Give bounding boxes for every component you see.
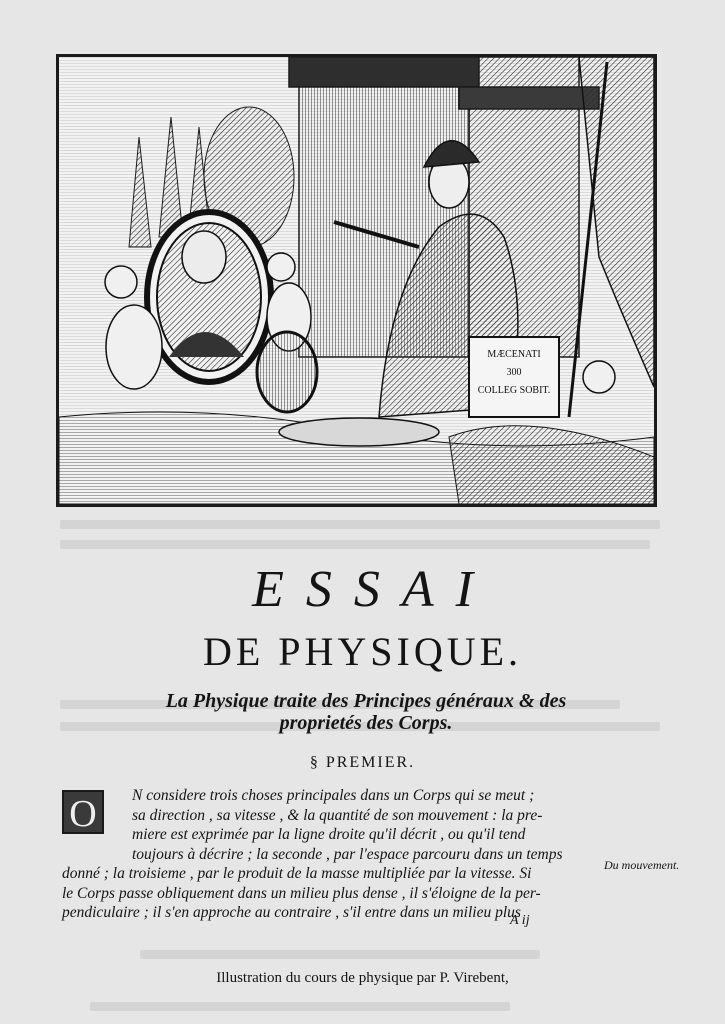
subtitle: DE PHYSIQUE. — [202, 629, 523, 674]
plinth-line: 300 — [506, 367, 522, 378]
title: ESSAI — [252, 561, 495, 618]
drop-cap: O — [62, 790, 104, 834]
section-number: § PREMIER. — [309, 754, 416, 771]
caption: Illustration du cours de physique par P. Virebent, — [216, 970, 509, 986]
text-line: sa direction , sa vitesse , & la quantité de son mouvement : la pre- — [132, 806, 543, 824]
body-paragraph — [62, 864, 541, 923]
margin-note: Du mouvement. — [604, 858, 680, 872]
plinth-line: MÆCENATI — [487, 349, 541, 360]
portrait-medallion — [147, 212, 271, 382]
text-line: N considere trois choses principales dans un Corps qui se meut ; — [132, 787, 535, 804]
plinth-line: COLLEG SOBIT. — [477, 385, 551, 396]
section-heading — [56, 690, 676, 734]
engraving-illustration — [59, 57, 654, 504]
heading-line: proprietés des Corps. — [279, 712, 453, 734]
engraving-plate — [56, 54, 657, 507]
shield — [257, 332, 317, 412]
signature-mark: A ij — [510, 913, 530, 928]
body-paragraph-indented — [132, 786, 563, 864]
text-line: le Corps passe obliquement dans un milieu plus dense , il s'éloigne de la per- — [62, 884, 541, 902]
text-line: donné ; la troisieme , par le produit de la masse multipliée par la vitesse. Si — [62, 865, 532, 882]
text-line: miere est exprimée par la ligne droite qu'il décrit , ou qu'il tend — [132, 826, 526, 843]
text-line: pendiculaire ; il s'en approche au contraire , s'il entre dans un milieu plus — [62, 904, 521, 921]
text-line: toujours à décrire ; la seconde , par l'espace parcouru dans un temps — [132, 845, 563, 863]
heading-line: La Physique traite des Principes généraux & des — [165, 690, 567, 712]
